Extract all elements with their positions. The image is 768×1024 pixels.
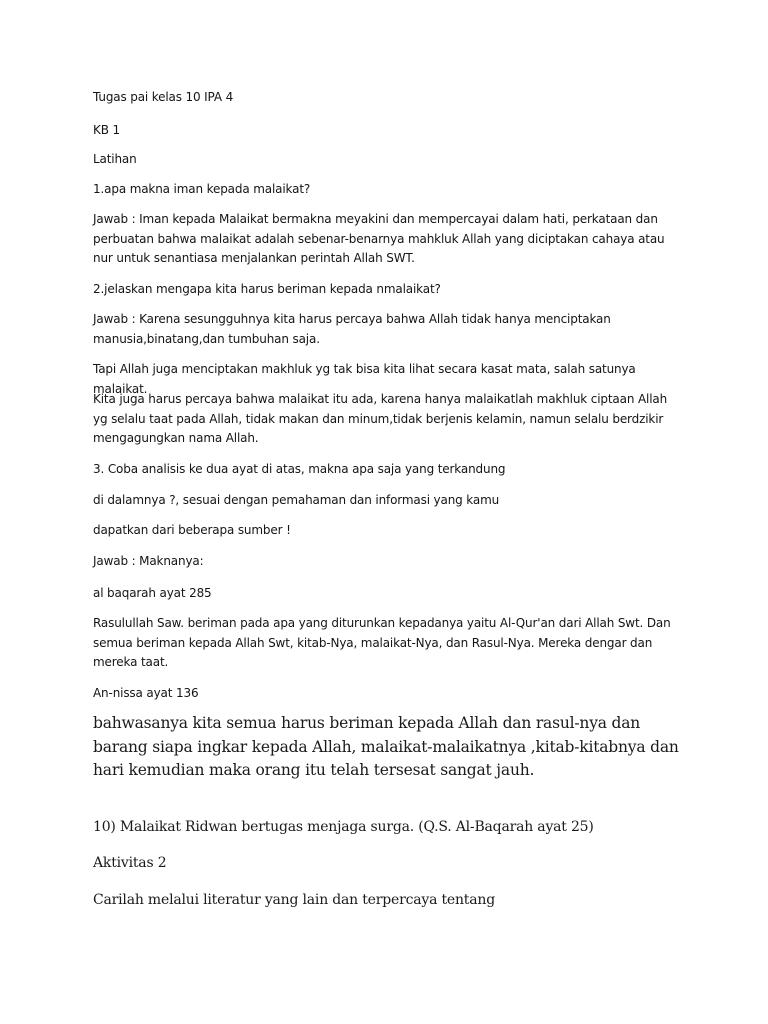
subsection-heading: Latihan: [93, 152, 137, 166]
document-title: Tugas pai kelas 10 IPA 4: [93, 90, 234, 104]
activity-heading: Aktivitas 2: [93, 855, 167, 871]
question-1: 1.apa makna iman kepada malaikat?: [93, 182, 311, 196]
answer-2-paragraph-1: Jawab : Karena sesungguhnya kita harus percaya bahwa Allah tidak hanya menciptakan manusia,binatang,dan tumbuhan saja.: [93, 312, 611, 346]
question-3-line-2: di dalamnya ?, sesuai dengan pemahaman dan informasi yang kamu: [93, 493, 500, 507]
question-2: 2.jelaskan mengapa kita harus beriman kepada nmalaikat?: [93, 282, 441, 296]
answer-3-reference-1: al baqarah ayat 285: [93, 586, 212, 600]
answer-3-text-1: Rasulullah Saw. beriman pada apa yang diturunkan kepadanya yaitu Al-Qur'an dari Allah Swt. Dan semua beriman kepada Allah Swt, kitab-Nya, malaikat-Nya, dan Rasul-Nya. Mereka dengar dan mereka taat.: [93, 616, 671, 669]
answer-1: Jawab : Iman kepada Malaikat bermakna meyakini dan mempercayai dalam hati, perkataan dan perbuatan bahwa malaikat adalah sebenar-benarnya mahkluk Allah yang diciptakan cahaya atau nur untuk senantiasa menjalankan perintah Allah SWT.: [93, 212, 665, 265]
section-heading: KB 1: [93, 123, 120, 137]
answer-3-text-2: bahwasanya kita semua harus beriman kepada Allah dan rasul-nya dan barang siapa ingkar kepada Allah, malaikat-malaikatnya ,kitab-kitabnya dan hari kemudian maka orang itu telah tersesat sangat jauh.: [93, 714, 679, 779]
answer-2-paragraph-2: Tapi Allah juga menciptakan makhluk yg tak bisa kita lihat secara kasat mata, salah satunya malaikat.: [93, 362, 636, 396]
answer-2-paragraph-3: Kita juga harus percaya bahwa malaikat itu ada, karena hanya malaikatlah makhluk ciptaan Allah yg selalu taat pada Allah, tidak makan dan minum,tidak berjenis kelamin, namun selalu berdzikir mengagungkan nama Allah.: [93, 392, 668, 445]
answer-3-heading: Jawab : Maknanya:: [93, 554, 204, 568]
activity-text: Carilah melalui literatur yang lain dan terpercaya tentang: [93, 892, 495, 908]
question-3-line-1: 3. Coba analisis ke dua ayat di atas, makna apa saja yang terkandung: [93, 462, 506, 476]
answer-3-reference-2: An-nissa ayat 136: [93, 686, 199, 700]
item-10: 10) Malaikat Ridwan bertugas menjaga surga. (Q.S. Al-Baqarah ayat 25): [93, 819, 594, 835]
question-3-line-3: dapatkan dari beberapa sumber !: [93, 523, 291, 537]
